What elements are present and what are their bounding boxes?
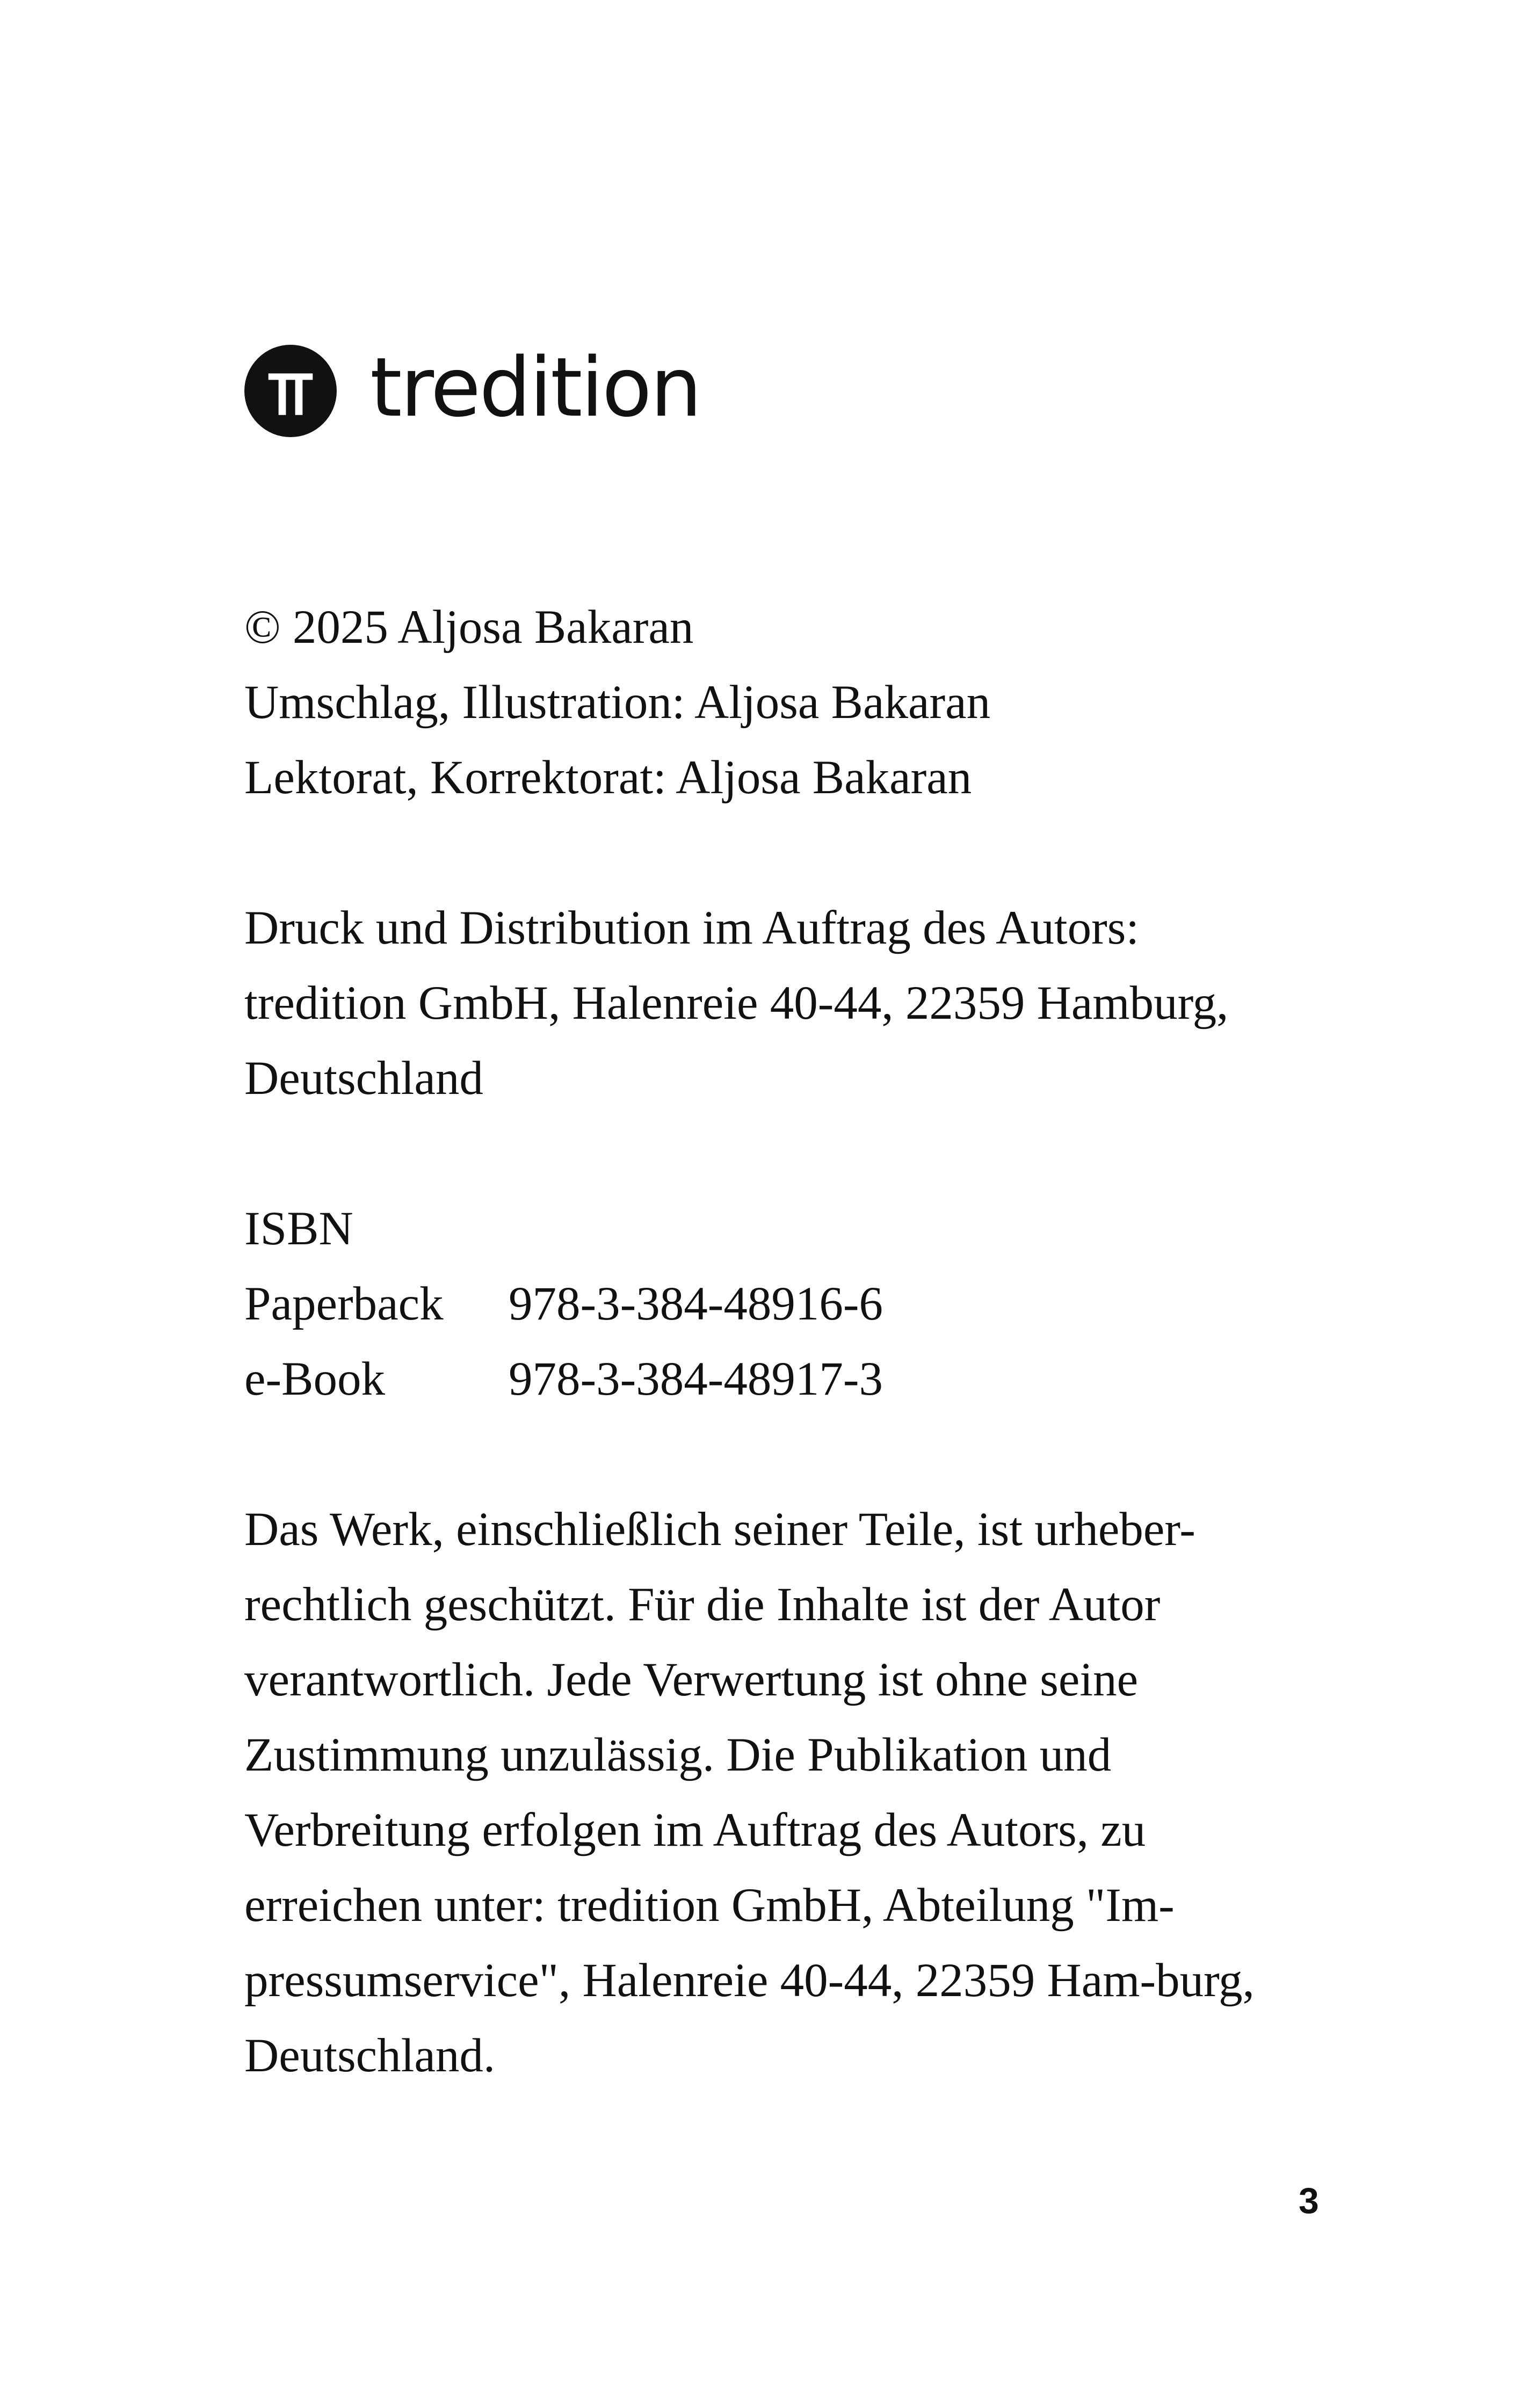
legal-line: Das Werk, einschließlich seiner Teile, ist urheber- — [244, 1503, 1195, 1556]
printing-block — [244, 890, 1318, 1116]
legal-line: verantwortlich. Jede Verwertung ist ohne seine — [244, 1653, 1139, 1706]
isbn-heading: ISBN — [244, 1202, 353, 1255]
copyright-line: © 2025 Aljosa Bakaran — [244, 601, 694, 654]
spacer — [244, 1116, 1318, 1191]
publisher-address-line: tredition GmbH, Halenreie 40-44, 22359 Hamburg, — [244, 977, 1229, 1029]
spacer — [244, 1417, 1318, 1492]
legal-line: rechtlich geschützt. Für die Inhalte ist der Autor — [244, 1578, 1161, 1631]
tredition-logo-icon — [244, 345, 337, 437]
legal-notice — [244, 1492, 1318, 2093]
printing-line: Druck und Distribution im Auftrag des Autors: — [244, 902, 1140, 954]
isbn-block — [244, 1191, 1318, 1417]
spacer — [244, 815, 1318, 890]
legal-line: pressumservice", Halenreie 40-44, 22359 Ham-burg, — [244, 1954, 1255, 2007]
isbn-row-ebook — [244, 1341, 1318, 1417]
legal-line: Verbreitung erfolgen im Auftrag des Autors, zu — [244, 1804, 1146, 1856]
imprint-content — [244, 590, 1318, 2093]
copyright-block — [244, 590, 1318, 815]
isbn-format: Paperback — [244, 1278, 444, 1330]
editing-credit-line: Lektorat, Korrektorat: Aljosa Bakaran — [244, 751, 972, 804]
publisher-country-line: Deutschland — [244, 1052, 483, 1105]
isbn-row-paperback — [244, 1266, 1318, 1341]
isbn-format: e-Book — [244, 1353, 386, 1405]
legal-line: erreichen unter: tredition GmbH, Abteilung "Im- — [244, 1879, 1175, 1932]
publisher-wordmark: tredition — [370, 340, 701, 435]
legal-line: Deutschland. — [244, 2029, 496, 2082]
page-number: 3 — [1299, 2180, 1319, 2221]
publisher-logo — [244, 340, 701, 437]
legal-line: Zustimmung unzulässig. Die Publikation und — [244, 1729, 1112, 1781]
isbn-number: 978-3-384-48917-3 — [509, 1353, 883, 1405]
cover-credit-line: Umschlag, Illustration: Aljosa Bakaran — [244, 676, 991, 729]
isbn-number: 978-3-384-48916-6 — [509, 1278, 883, 1330]
